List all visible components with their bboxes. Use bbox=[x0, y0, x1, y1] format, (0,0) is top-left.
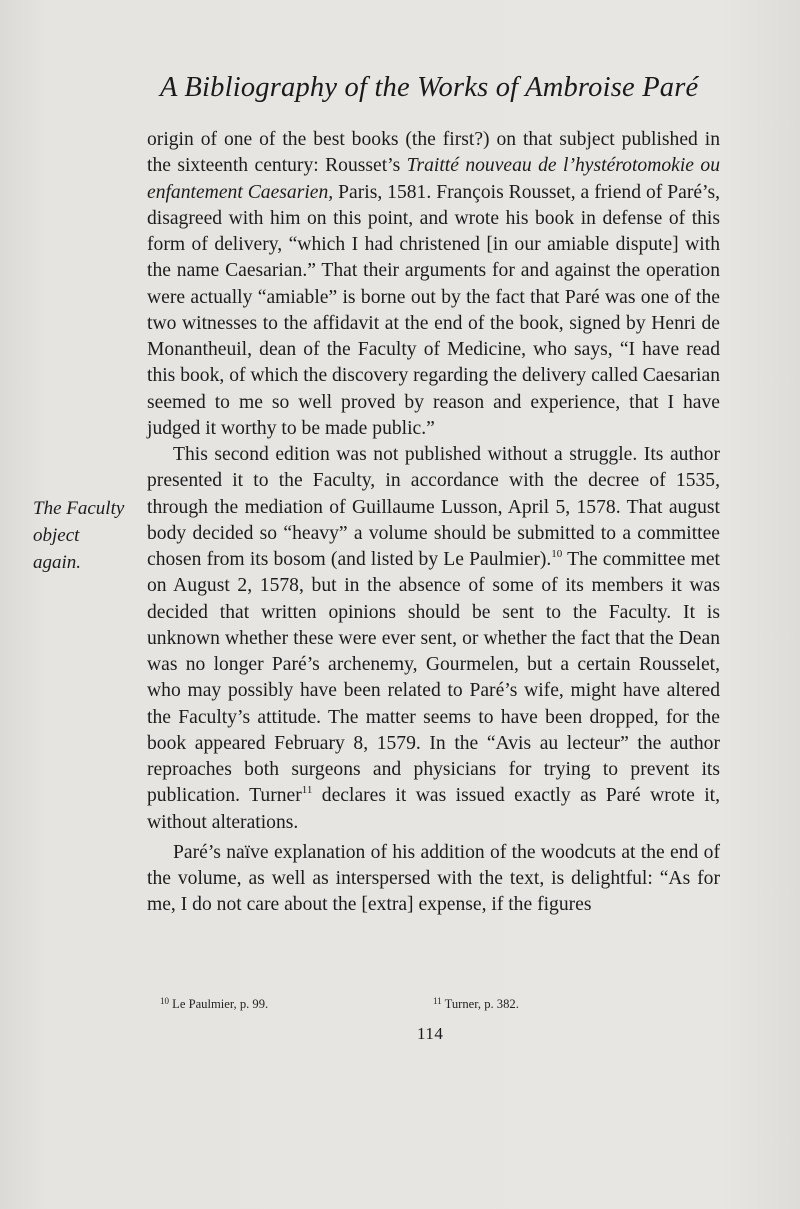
footnote-ref-11: 11 bbox=[301, 784, 313, 797]
margin-note-line: again. bbox=[33, 552, 82, 573]
paragraph-2-text-a: This second edition was not published without a struggle. Its author presented it to the Faculty, in accordance with the decree of 1535, through the mediation of Guillaume Lusson, April 5, 1578. That august body decided so “heavy” a volume should be submitted to a committee chosen from its bosom (and listed by Le Paulmier). bbox=[147, 444, 720, 570]
paragraph-3: Paré’s naïve explanation of his addition of the woodcuts at the end of the volume, as well as interspersed with the text, is delightful: “As for me, I do not care about the [extra] expense, if the figures bbox=[147, 841, 720, 916]
page-number: 114 bbox=[417, 1024, 444, 1043]
margin-note bbox=[33, 495, 143, 576]
running-head: A Bibliography of the Works of Ambroise Paré bbox=[160, 72, 699, 103]
paragraph-1-text-a: origin of one of the best books (the first?) on that subject published in the sixteenth century: Rousset’s bbox=[147, 129, 720, 177]
footnote-ref-10: 10 bbox=[551, 548, 563, 560]
paragraph-2-text-c: declares it was issued exactly as Paré wrote it, without alterations. bbox=[147, 785, 720, 833]
paragraph-2 bbox=[147, 442, 720, 836]
paragraph-1 bbox=[147, 127, 720, 442]
footnote-text: Le Paulmier, p. 99. bbox=[169, 997, 269, 1011]
body-text bbox=[147, 127, 720, 919]
footnote-10 bbox=[160, 997, 268, 1011]
footnote-11 bbox=[433, 997, 519, 1012]
book-title: Traitté nouveau de l’hystérotomokie ou enfantement Caesarien, bbox=[147, 155, 720, 203]
paragraph-2-text-b: The committee met on August 2, 1578, but in the absence of some of its members it was decided that written opinions should be sent to the Faculty. It is unknown whether these were ever sent, or whether the fact that the Dean was no longer Paré’s archenemy, Gourmelen, but a certain Rousselet, who may possibly have been related to Paré’s wife, might have altered the Faculty’s attitude. The matter seems to have been dropped, for the book appeared February 8, 1579. In the “Avis au lecteur” the author reproaches both surgeons and physicians for trying to prevent its publication. Turner bbox=[147, 549, 720, 807]
margin-note-line: object bbox=[33, 525, 80, 546]
footnote-text: Turner, p. 382. bbox=[441, 997, 519, 1011]
paragraph-1-text-b: Paris, 1581. François Rousset, a friend of Paré’s, disagreed with him on this point, and wrote his book in defense of this form of delivery, “which I had christened [in our amiable dispute] with the name Caesarian.” That their arguments for and against the operation were actually “amiable” is borne out by the fact that Paré was one of the two witnesses to the affidavit at the end of the book, signed by Henri de Monantheuil, dean of the Faculty of Medicine, who says, “I have read this book, of which the discovery regarding the delivery called Caesarian seemed to me so well proved by reason and experience, that I have judged it worthy to be made public.” bbox=[147, 181, 721, 439]
footnote-number: 11 bbox=[433, 996, 442, 1006]
footnotes bbox=[160, 997, 660, 1012]
footnote-number: 10 bbox=[160, 996, 169, 1006]
margin-note-line: The Faculty bbox=[33, 498, 125, 519]
